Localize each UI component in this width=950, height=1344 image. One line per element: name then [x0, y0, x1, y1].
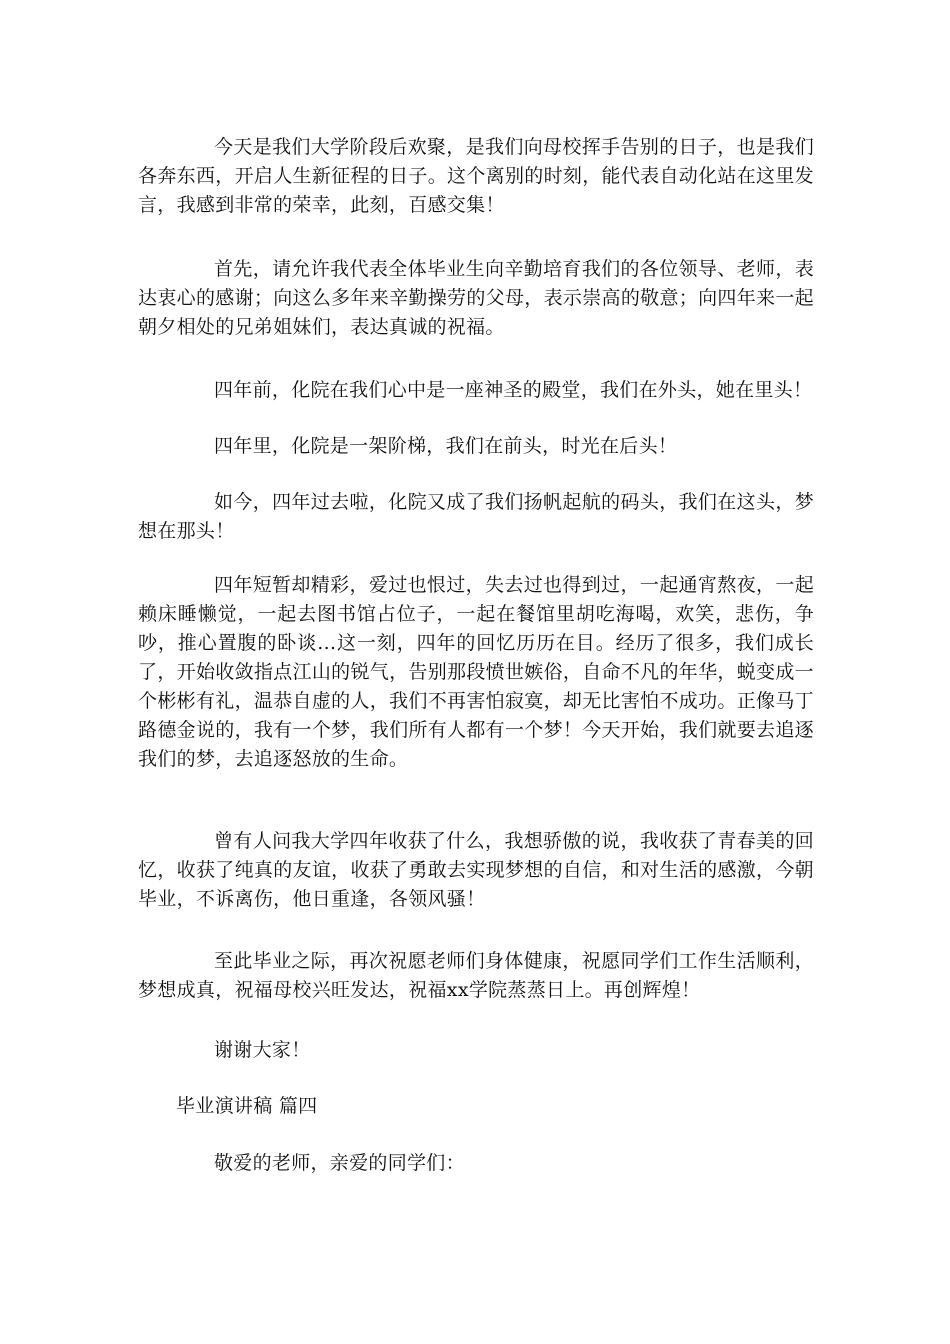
paragraph-memories: 四年短暂却精彩，爱过也恨过，失去过也得到过，一起通宵熬夜，一起赖床睡懒觉，一起去图书馆占位子，一起在餐馆里胡吃海喝，欢笑，悲伤，争吵，推心置腹的卧谈…这一刻，四年的回忆历历在目。经历了很多，我们成长了，开始收敛指点江山的锐气，告别那段愤世嫉俗，自命不凡的年华，蜕变成一个彬彬有礼，温恭自虚的人，我们不再害怕寂寞，却无比害怕不成功。正像马丁路德金说的，我有一个梦，我们所有人都有一个梦！今天开始，我们就要去追逐我们的梦，去追逐怒放的生命。 — [138, 574, 814, 770]
salutation: 敬爱的老师，亲爱的同学们： — [214, 1152, 465, 1174]
paragraph-farewell: 今天是我们大学阶段后欢聚，是我们向母校挥手告别的日子，也是我们各奔东西，开启人生新征程的日子。这个离别的时刻，能代表自动化站在这里发言，我感到非常的荣幸，此刻，百感交集！ — [138, 136, 814, 216]
paragraph-blessings: 至此毕业之际，再次祝愿老师们身体健康，祝愿同学们工作生活顺利，梦想成真，祝福母校兴旺发达，祝福xx学院蒸蒸日上。再创辉煌！ — [138, 950, 814, 1001]
closing-thanks: 谢谢大家！ — [214, 1039, 311, 1061]
paragraph-four-years-in: 四年里，化院是一架阶梯，我们在前头，时光在后头！ — [214, 435, 678, 457]
paragraph-now: 如今，四年过去啦，化院又成了我们扬帆起航的码头，我们在这头，梦想在那头！ — [138, 491, 814, 542]
section-title: 毕业演讲稿 篇四 — [176, 1095, 318, 1117]
paragraph-four-years-ago: 四年前，化院在我们心中是一座神圣的殿堂，我们在外头，她在里头！ — [214, 379, 813, 401]
paragraph-harvest: 曾有人问我大学四年收获了什么，我想骄傲的说，我收获了青春美的回忆，收获了纯真的友谊，收获了勇敢去实现梦想的自信，和对生活的感激，今朝毕业，不诉离伤，他日重逢，各领风骚！ — [138, 830, 814, 910]
paragraph-thanks-to-teachers: 首先，请允许我代表全体毕业生向辛勤培育我们的各位领导、老师，表达衷心的感谢；向这么多年来辛勤操劳的父母，表示崇高的敬意；向四年来一起朝夕相处的兄弟姐妹们，表达真诚的祝福。 — [138, 258, 814, 338]
